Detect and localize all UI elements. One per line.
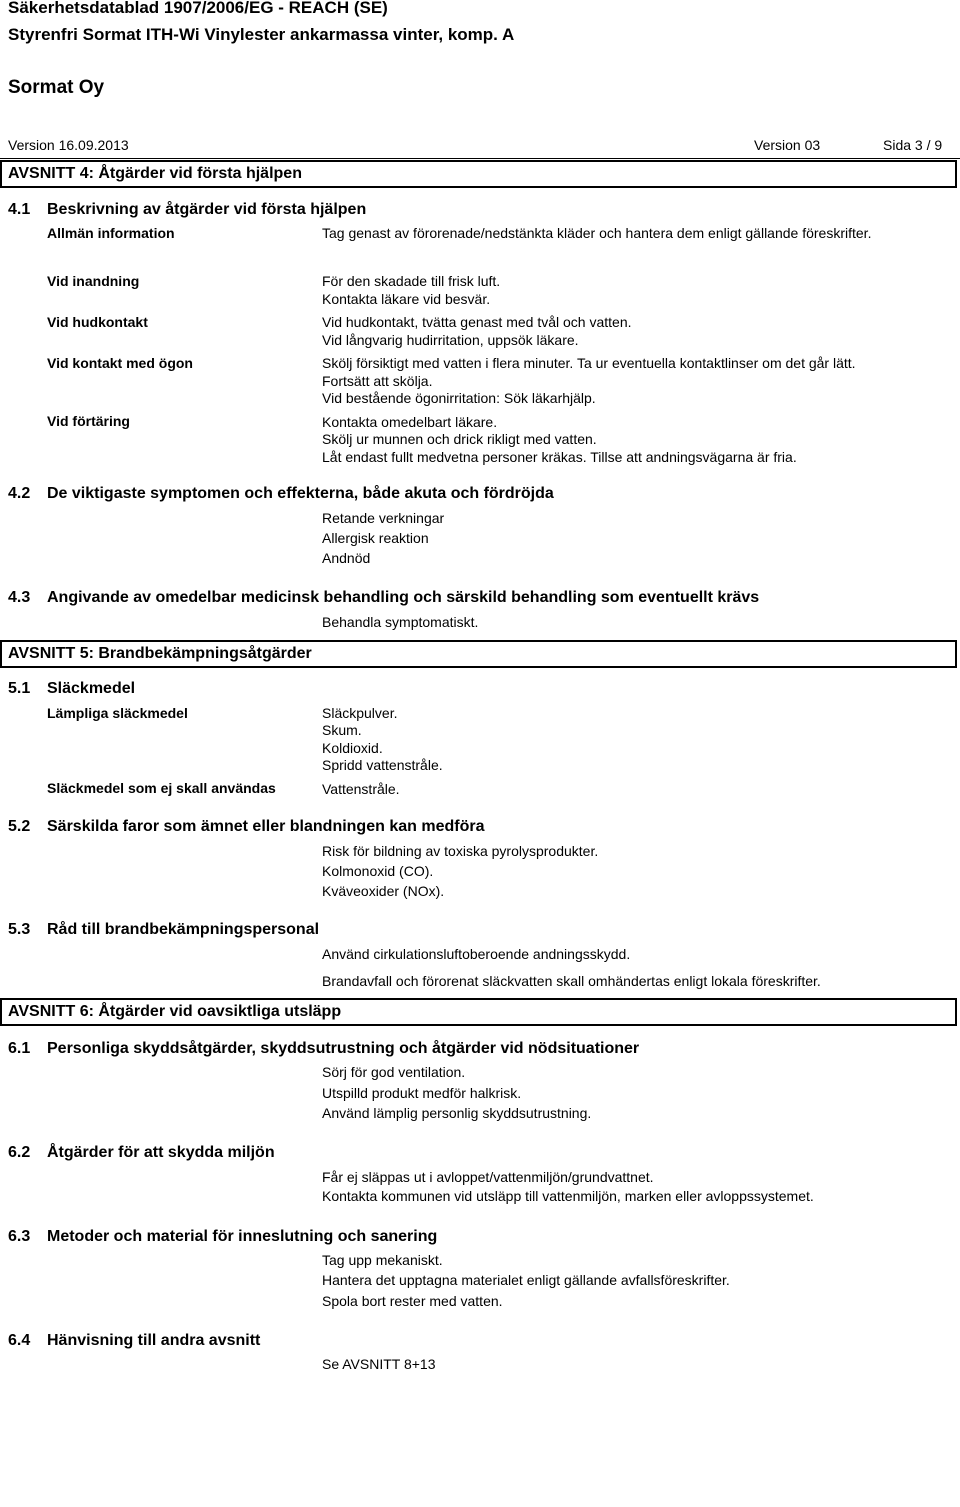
symptom-item: Retande verkningar: [322, 510, 445, 526]
subsection-5-1-number: 5.1: [8, 680, 31, 697]
skin-contact-label: Vid hudkontakt: [47, 314, 148, 330]
subsection-6-2-number: 6.2: [8, 1144, 31, 1161]
subsection-5-1-title: Släckmedel: [47, 680, 136, 697]
suitable-media-label: Lämpliga släckmedel: [47, 705, 188, 721]
subsection-6-4-number: 6.4: [8, 1332, 31, 1349]
section-4-header: [0, 160, 957, 188]
section-5-header: [0, 640, 957, 668]
product-name: Styrenfri Sormat ITH-Wi Vinylester ankarmassa vinter, komp. A: [8, 25, 515, 44]
company-name: Sormat Oy: [8, 77, 105, 98]
section-6-title: AVSNITT 6: Åtgärder vid oavsiktliga utsläpp: [8, 1003, 342, 1020]
subsection-6-2-title: Åtgärder för att skydda miljön: [47, 1144, 275, 1161]
eye-contact-text: Vid bestående ögonirritation: Sök läkarhjälp.: [322, 390, 596, 406]
subsection-6-3-title: Metoder och material för inneslutning och sanering: [47, 1228, 438, 1245]
subsection-4-3-title: Angivande av omedelbar medicinsk behandling och särskild behandling som eventuellt krävs: [47, 589, 760, 606]
containment-item: Tag upp mekaniskt.: [322, 1252, 443, 1268]
header-divider: [0, 158, 960, 159]
subsection-4-1-title: Beskrivning av åtgärder vid första hjälpen: [47, 201, 367, 218]
ingestion-text: Kontakta omedelbart läkare.: [322, 414, 498, 430]
symptom-item: Andnöd: [322, 550, 371, 566]
version-number: Version 03: [754, 137, 821, 153]
version-date: Version 16.09.2013: [8, 137, 129, 153]
section-6-header: [0, 998, 957, 1026]
inhalation-label: Vid inandning: [47, 273, 140, 289]
suitable-media-item: Släckpulver.: [322, 705, 398, 721]
subsection-5-3-number: 5.3: [8, 921, 31, 938]
general-info-label: Allmän information: [47, 225, 175, 241]
page-number: Sida 3 / 9: [883, 137, 943, 153]
suitable-media-item: Koldioxid.: [322, 740, 383, 756]
subsection-6-4-title: Hänvisning till andra avsnitt: [47, 1332, 261, 1349]
containment-item: Spola bort rester med vatten.: [322, 1293, 503, 1309]
skin-contact-text: Vid hudkontakt, tvätta genast med tvål och vatten.: [322, 314, 632, 330]
reference-text: Se AVSNITT 8+13: [322, 1356, 436, 1372]
subsection-4-2-title: De viktigaste symptomen och effekterna, både akuta och fördröjda: [47, 485, 554, 502]
firefighter-advice-text: Brandavfall och förorenat släckvatten skall omhändertas enligt lokala föreskrifter.: [322, 973, 821, 989]
firefighter-advice-text: Använd cirkulationsluftoberoende andningsskydd.: [322, 946, 631, 962]
inhalation-text: För den skadade till frisk luft.: [322, 273, 501, 289]
unsuitable-media-label: Släckmedel som ej skall användas: [47, 780, 276, 796]
hazard-item: Kväveoxider (NOx).: [322, 883, 445, 899]
environmental-item: Kontakta kommunen vid utsläpp till vattenmiljön, marken eller avloppssystemet.: [322, 1188, 814, 1204]
environmental-item: Får ej släppas ut i avloppet/vattenmiljön/grundvattnet.: [322, 1169, 654, 1185]
subsection-5-2-number: 5.2: [8, 818, 31, 835]
subsection-4-1-number: 4.1: [8, 201, 31, 218]
inhalation-text: Kontakta läkare vid besvär.: [322, 291, 491, 307]
symptom-item: Allergisk reaktion: [322, 530, 429, 546]
section-5-title: AVSNITT 5: Brandbekämpningsåtgärder: [8, 645, 312, 662]
eye-contact-text: Fortsätt att skölja.: [322, 373, 433, 389]
suitable-media-item: Spridd vattenstråle.: [322, 757, 443, 773]
subsection-6-1-title: Personliga skyddsåtgärder, skyddsutrustning och åtgärder vid nödsituationer: [47, 1040, 640, 1057]
hazard-item: Kolmonoxid (CO).: [322, 863, 434, 879]
personal-precaution-item: Utspilld produkt medför halkrisk.: [322, 1085, 522, 1101]
general-info-text: Tag genast av förorenade/nedstänkta kläder och hantera dem enligt gällande föreskrifter.: [322, 225, 872, 241]
ingestion-text: Låt endast fullt medvetna personer kräkas. Tillse att andningsvägarna är fria.: [322, 449, 797, 465]
subsection-4-2-number: 4.2: [8, 485, 31, 502]
treatment-text: Behandla symptomatiskt.: [322, 614, 479, 630]
ingestion-label: Vid förtäring: [47, 413, 130, 429]
ingestion-text: Skölj ur munnen och drick rikligt med vatten.: [322, 431, 597, 447]
subsection-5-3-title: Råd till brandbekämpningspersonal: [47, 921, 320, 938]
suitable-media-item: Skum.: [322, 722, 362, 738]
eye-contact-label: Vid kontakt med ögon: [47, 355, 193, 371]
unsuitable-media-text: Vattenstråle.: [322, 781, 400, 797]
containment-item: Hantera det upptagna materialet enligt gällande avfallsföreskrifter.: [322, 1272, 730, 1288]
subsection-6-3-number: 6.3: [8, 1228, 31, 1245]
personal-precaution-item: Använd lämplig personlig skyddsutrustning.: [322, 1105, 592, 1121]
skin-contact-text: Vid långvarig hudirritation, uppsök läkare.: [322, 332, 579, 348]
section-4-title: AVSNITT 4: Åtgärder vid första hjälpen: [8, 165, 302, 182]
subsection-5-2-title: Särskilda faror som ämnet eller blandningen kan medföra: [47, 818, 485, 835]
subsection-4-3-number: 4.3: [8, 589, 31, 606]
subsection-6-1-number: 6.1: [8, 1040, 31, 1057]
personal-precaution-item: Sörj för god ventilation.: [322, 1064, 466, 1080]
eye-contact-text: Skölj försiktigt med vatten i flera minuter. Ta ur eventuella kontaktlinser om det går lätt.: [322, 355, 856, 371]
hazard-item: Risk för bildning av toxiska pyrolysprodukter.: [322, 843, 599, 859]
document-title: Säkerhetsdatablad 1907/2006/EG - REACH (SE): [8, 0, 388, 17]
